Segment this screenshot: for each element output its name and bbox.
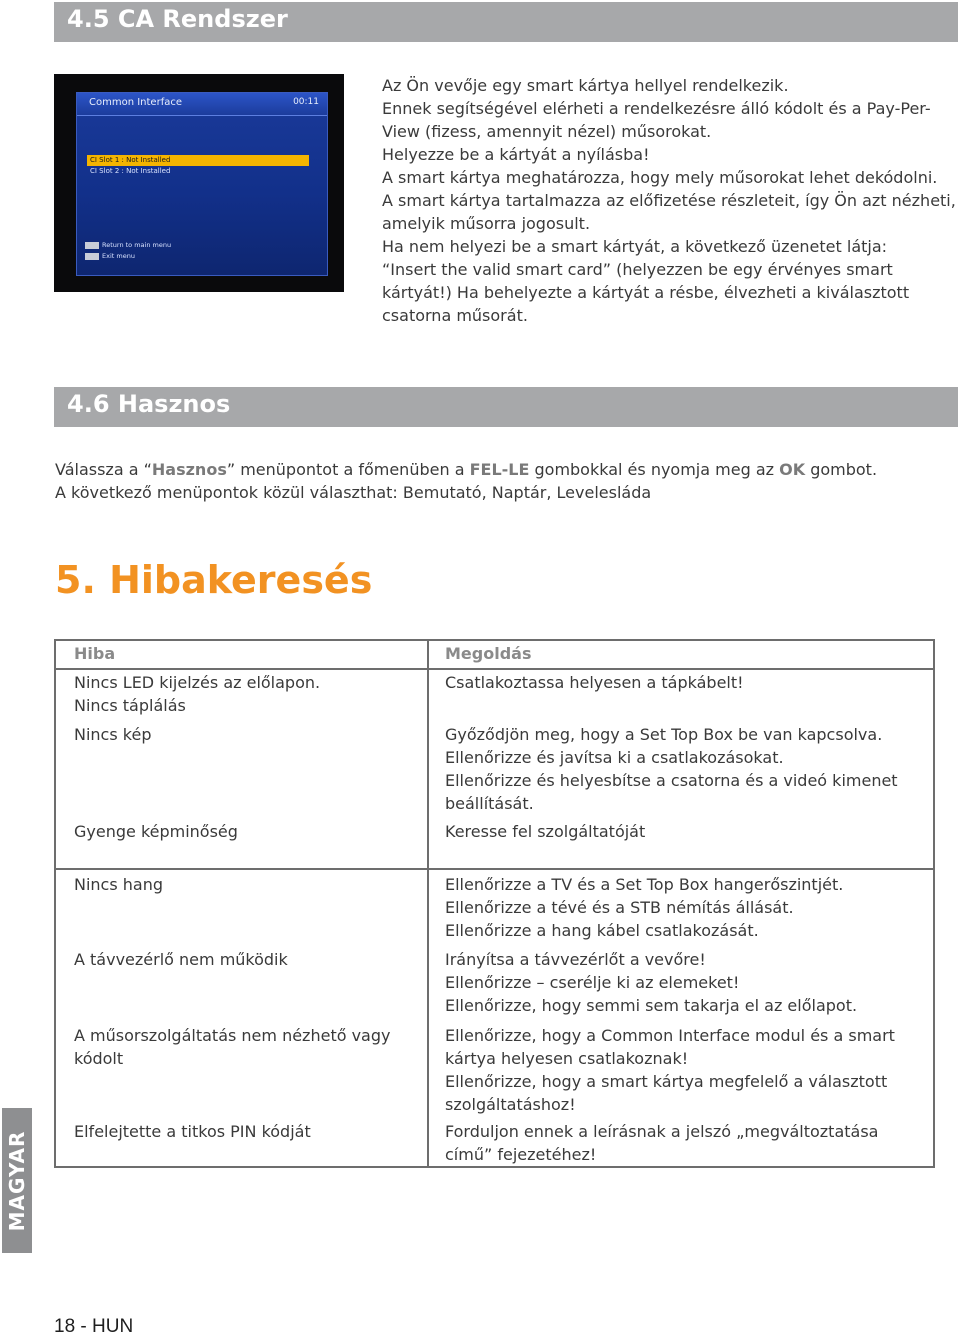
cell-line: Nincs LED kijelzés az előlapon. [74,673,321,692]
text-line: A következő menüpontok közül választhat: Bemutató, Naptár, Levelesláda [55,483,652,502]
cell-line: Ellenőrizze – cserélje ki az elemeket! [445,973,740,992]
page-number: 18 - HUN [54,1316,134,1337]
cell-line: kártya helyesen csatlakoznak! [445,1049,689,1068]
text-line: A smart kártya tartalmazza az előfizetése részleteit, így Ön azt nézheti, [382,191,956,210]
tv-help-exit [85,252,135,260]
text-line: Ennek segítségével elérheti a rendelkezésre álló kódolt és a Pay-Per- [382,99,931,118]
text-fragment: Válassza a “ [55,460,152,479]
cell-line: Nincs kép [74,725,152,744]
table-cell-solution [445,820,645,843]
cell-line: Csatlakoztassa helyesen a tápkábelt! [445,673,744,692]
tv-slot-1: CI Slot 1 : Not Installed [87,155,309,166]
column-divider [427,641,429,1166]
ca-intro-paragraph [382,74,957,327]
text-line [55,458,955,481]
chapter-title: 5. Hibakeresés [55,558,373,602]
text-line: View (fizess, amennyit nézel) műsorokat. [382,122,712,141]
cell-line: Ellenőrizze, hogy a smart kártya megfelelő a választott [445,1072,888,1091]
hasznos-paragraph [55,458,955,504]
cell-line: Ellenőrizze a hang kábel csatlakozását. [445,921,759,940]
cell-line: Forduljon ennek a leírásnak a jelszó „megváltoztatása [445,1122,879,1141]
key-name-ok: OK [779,460,806,479]
table-cell-solution [445,948,857,1017]
cell-line: kódolt [74,1049,124,1068]
text-line: kártyát!) Ha behelyezte a kártyát a résbe, élvezheti a kiválasztott [382,283,910,302]
key-name-up-down: FEL-LE [469,460,530,479]
column-header-solution: Megoldás [445,644,532,663]
troubleshooting-table [54,639,935,1168]
section-title: 4.6 Hasznos [67,390,231,418]
menu-key-icon [85,242,99,249]
cell-line: Ellenőrizze a TV és a Set Top Box hangerőszintjét. [445,875,844,894]
text-line: A smart kártya meghatározza, hogy mely műsorokat lehet dekódolni. [382,168,938,187]
cell-line: beállítását. [445,794,534,813]
language-side-tab [2,1108,32,1253]
tv-menu-title: Common Interface [89,97,182,108]
row-divider [56,868,933,870]
table-cell-solution [445,723,898,815]
tv-help-return [85,241,171,249]
text-line: “Insert the valid smart card” (helyezzen be egy érvényes smart [382,260,893,279]
cell-line: Nincs hang [74,875,164,894]
table-cell-problem [74,723,151,746]
cell-line: A műsorszolgáltatás nem nézhető vagy [74,1026,391,1045]
cell-line: Ellenőrizze, hogy a Common Interface modul és a smart [445,1026,895,1045]
table-cell-solution [445,1120,878,1166]
table-cell-problem [74,873,163,896]
cell-line: A távvezérlő nem működik [74,950,288,969]
cell-line: Ellenőrizze és javítsa ki a csatlakozásokat. [445,748,784,767]
text-line: Ha nem helyezi be a smart kártyát, a következő üzenetet látja: [382,237,888,256]
table-cell-solution [445,873,843,942]
cell-line: Ellenőrizze, hogy semmi sem takarja el az előlapot. [445,996,858,1015]
table-cell-solution [445,1024,895,1116]
exit-key-icon [85,253,99,260]
header-divider [56,668,933,670]
menu-name-hasznos: Hasznos [151,460,227,479]
language-label: MAGYAR [5,1130,29,1231]
cell-line: című” fejezetéhez! [445,1145,597,1164]
cell-line: Ellenőrizze és helyesbítse a csatorna és a videó kimenet [445,771,898,790]
cell-line: Gyenge képminőség [74,822,238,841]
text-fragment: gombot. [805,460,878,479]
table-cell-problem [74,1024,390,1070]
cell-line: Nincs táplálás [74,696,186,715]
cell-line: Keresse fel szolgáltatóját [445,822,646,841]
column-header-problem: Hiba [74,644,116,663]
text-line: csatorna műsorát. [382,306,528,325]
tv-menu-clock: 00:11 [293,97,319,107]
text-fragment: ” menüpontot a főmenüben a [226,460,470,479]
section-header-4-6 [54,387,958,427]
section-header-4-5 [54,2,958,42]
text-line: amelyik műsorra jogosult. [382,214,591,233]
cell-line: szolgáltatáshoz! [445,1095,576,1114]
tv-menu-titlebar [77,93,327,116]
table-cell-problem [74,820,238,843]
cell-line: Győződjön meg, hogy a Set Top Box be van kapcsolva. [445,725,883,744]
table-cell-problem [74,671,320,717]
tv-help-return-label: Return to main menu [102,241,172,249]
table-cell-problem [74,948,288,971]
text-line: Az Ön vevője egy smart kártya hellyel rendelkezik. [382,76,789,95]
cell-line: Irányítsa a távvezérlőt a vevőre! [445,950,706,969]
tv-menu-screen [76,92,328,276]
section-title: 4.5 CA Rendszer [67,5,288,33]
tv-help-exit-label: Exit menu [102,252,135,260]
cell-line: Ellenőrizze a tévé és a STB némítás állását. [445,898,794,917]
tv-slot-2: CI Slot 2 : Not Installed [90,167,171,175]
table-cell-solution [445,671,744,694]
cell-line: Elfelejtette a titkos PIN kódját [74,1122,311,1141]
table-cell-problem [74,1120,311,1143]
text-fragment: gombokkal és nyomja meg az [529,460,780,479]
text-line: Helyezze be a kártyát a nyílásba! [382,145,650,164]
tv-screenshot [54,74,344,292]
